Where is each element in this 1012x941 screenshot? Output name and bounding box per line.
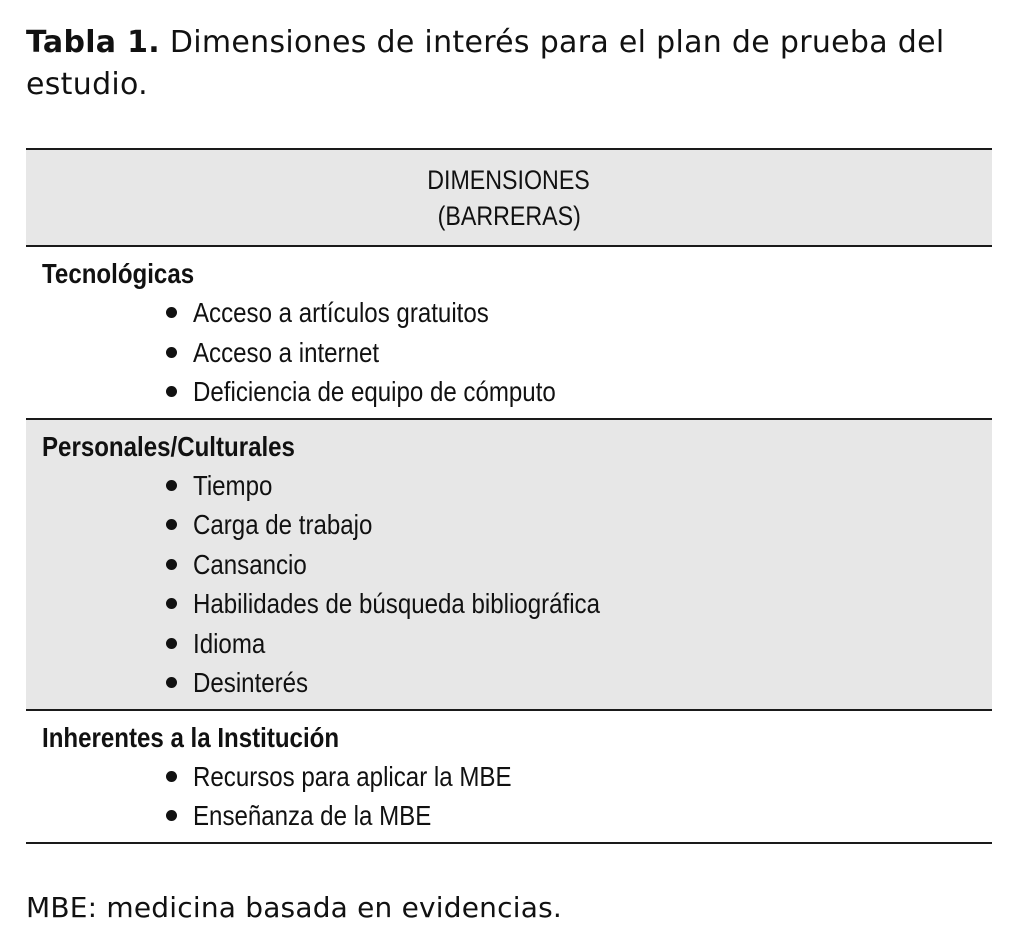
list-item <box>26 624 992 664</box>
group-tecnologicas <box>26 247 992 418</box>
list-item <box>26 505 992 545</box>
list-item <box>26 545 992 585</box>
list-item <box>26 584 992 624</box>
bullet-icon <box>166 598 177 609</box>
bullet-icon <box>166 771 177 782</box>
bullet-icon <box>166 810 177 821</box>
item-text: Acceso a internet <box>193 336 380 368</box>
item-text: Deficiencia de equipo de cómputo <box>193 376 556 407</box>
bullet-icon <box>166 677 177 688</box>
item-list <box>26 466 992 703</box>
item-text: Recursos para aplicar la MBE <box>193 760 512 792</box>
item-text: Enseñanza de la MBE <box>193 800 432 831</box>
list-item <box>26 663 992 703</box>
item-text: Acceso a artículos gratuitos <box>193 297 489 328</box>
caption-text: Dimensiones de interés para el plan de prueba del estudio. <box>26 25 945 102</box>
item-text: Carga de trabajo <box>193 509 373 540</box>
item-text: Habilidades de búsqueda bibliográfica <box>193 588 600 619</box>
list-item <box>26 757 992 797</box>
group-title: Inherentes a la Institución <box>42 721 340 753</box>
item-text: Tiempo <box>193 469 273 501</box>
header-line-2: (BARRERAS) <box>437 200 581 231</box>
dimensions-table <box>26 148 992 844</box>
bullet-icon <box>166 638 177 649</box>
bullet-icon <box>166 307 177 318</box>
list-item <box>26 333 992 373</box>
bullet-icon <box>166 519 177 530</box>
group-title: Personales/Culturales <box>42 430 295 462</box>
item-text: Desinterés <box>193 667 309 698</box>
item-text: Idioma <box>193 627 266 659</box>
bullet-icon <box>166 480 177 491</box>
bullet-icon <box>166 386 177 397</box>
group-inherentes-institucion <box>26 709 992 842</box>
item-list <box>26 293 992 412</box>
list-item <box>26 796 992 836</box>
list-item <box>26 466 992 506</box>
header-line-1: DIMENSIONES <box>427 164 591 195</box>
bullet-icon <box>166 347 177 358</box>
list-item <box>26 372 992 412</box>
item-text: Cansancio <box>193 548 307 580</box>
table-footnote: MBE: medicina basada en evidencias. <box>26 891 562 924</box>
group-title: Tecnológicas <box>42 258 195 289</box>
group-personales-culturales <box>26 418 992 709</box>
table-caption <box>26 22 992 106</box>
table-header <box>26 150 992 247</box>
list-item <box>26 293 992 333</box>
bullet-icon <box>166 559 177 570</box>
caption-label: Tabla 1. <box>26 25 160 60</box>
item-list <box>26 757 992 836</box>
